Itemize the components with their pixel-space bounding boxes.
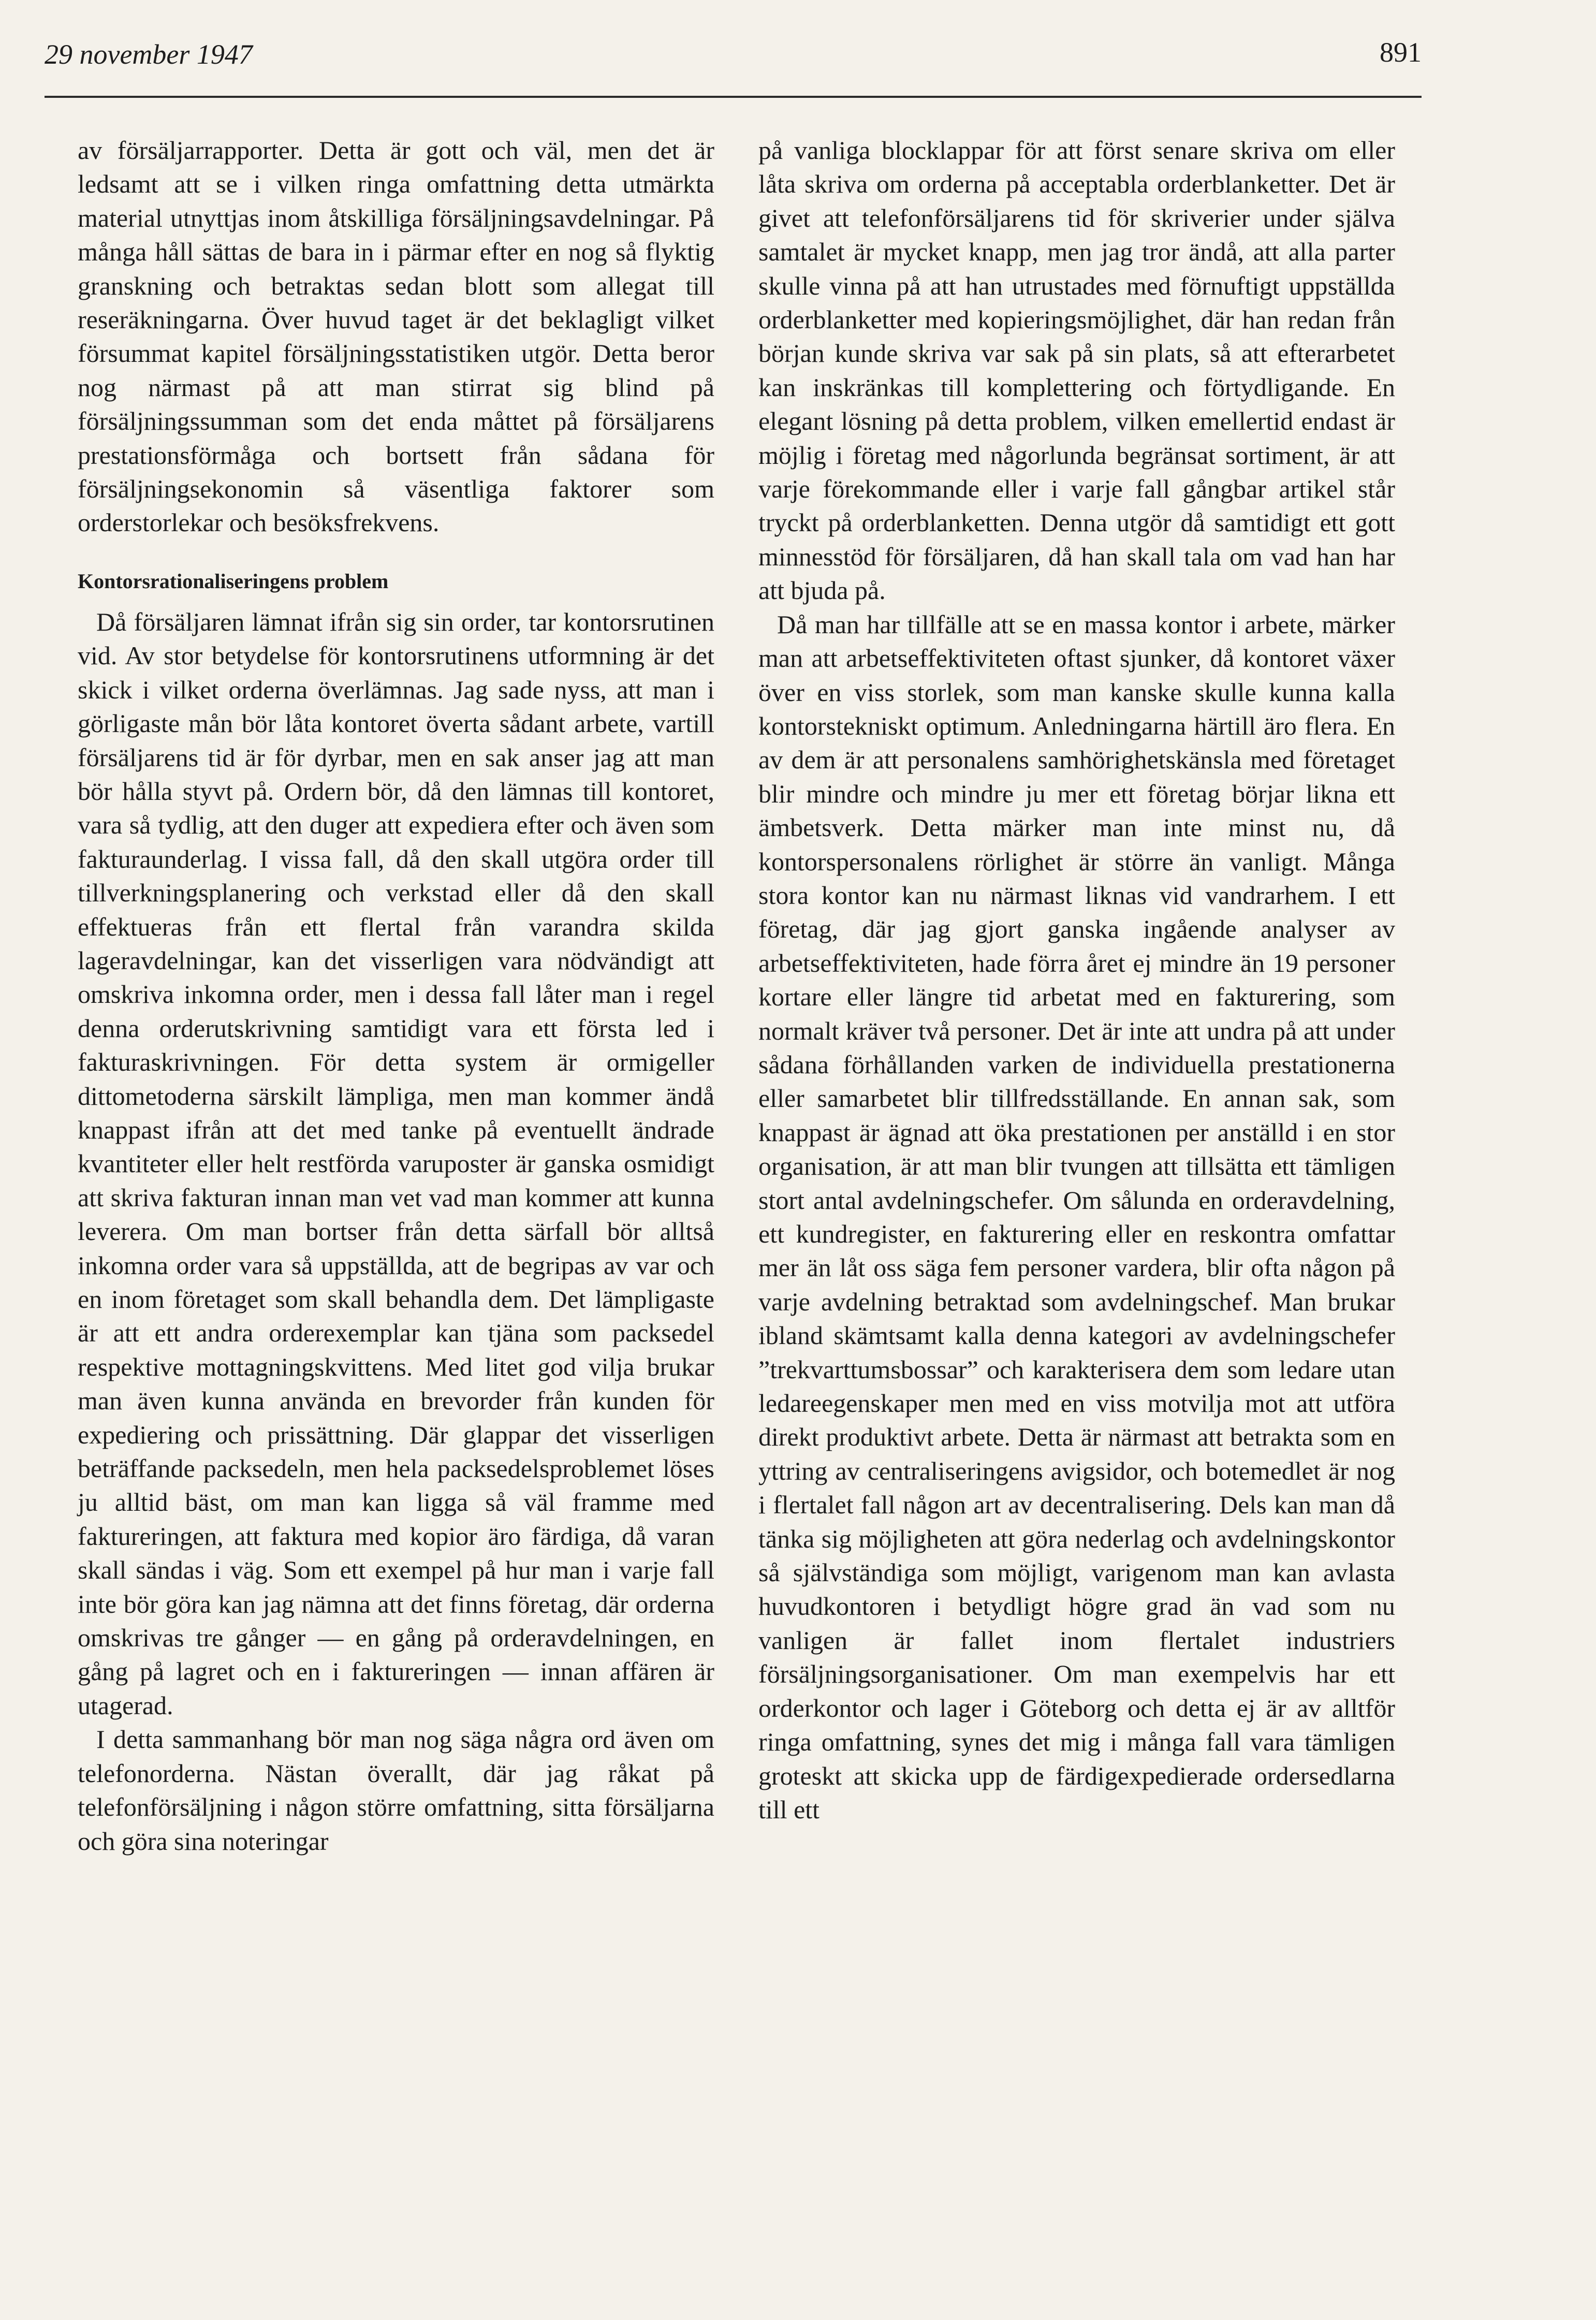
paragraph: Då försäljaren lämnat ifrån sig sin order, tar kontorsrutinen vid. Av stor betydelse för kontorsrutinens utformning är det skick i vilket orderna överlämnas. Jag sade nyss, att man i görligaste mån bör låta kontoret överta sådant arbete, vartill försäljarens tid är för dyrbar, men en sak anser jag att man bör hålla styvt på. Ordern bör, då den lämnas till kontoret, vara så tydlig, att den duger att expediera efter och även som fakturaunderlag. I vissa fall, då den skall utgöra order till tillverkningsplanering och verkstad eller då den skall effektueras från ett flertal från varandra skilda lageravdelningar, kan det visserligen vara nödvändigt att omskriva inkomna order, men i dessa fall låter man i regel denna orderutskrivning samtidigt vara ett första led i fakturaskrivningen. För detta system är ormigeller dittometoderna särskilt lämpliga, men man kommer ändå knappast ifrån att det med tanke på eventuellt ändrade kvantiteter eller helt restförda varuposter är ganska osmidigt att skriva fakturan innan man vet vad man kommer att kunna leverera. Om man bortser från detta särfall bör alltså inkomna order vara så uppställda, att de begripas av var och en inom företaget som skall behandla dem. Det lämpligaste är att ett andra orderexemplar kan tjäna som packsedel respektive mottagningskvittens. Med litet god vilja brukar man även kunna använda en brevorder från kunden för expediering och prissättning. Där glappar det visserligen beträffande packsedeln, men hela packsedelsproblemet löses ju alltid bäst, om man kan ligga så väl framme med faktureringen, att faktura med kopior äro färdiga, då varan skall sändas i väg. Som ett exempel på hur man i varje fall inte bör göra kan jag nämna att det finns företag, där orderna omskrivas tre gånger — en gång på orderavdelningen, en gång på lagret och en i faktureringen — innan affären är utagerad. bbox=[78, 607, 714, 1720]
page-number: 891 bbox=[1380, 37, 1422, 68]
paragraph: på vanliga blocklappar för att först senare skriva om eller låta skriva om orderna på acceptabla orderblanketter. Det är givet att telefonförsäljarens tid för skriverier under själva samtalet är mycket knapp, men jag tror ändå, att alla parter skulle vinna på att han utrustades med förnuftigt uppställda orderblanketter med kopieringsmöjlighet, där han redan från början kunde skriva var sak på sin plats, så att efterarbetet kan inskränkas till komplettering och förtydligande. En elegant lösning på detta problem, vilken emellertid endast är möjlig i företag med någorlunda begränsat sortiment, är att varje förekommande eller i varje fall gångbar artikel står tryckt på orderblanketten. Denna utgör då samtidigt ett gott minnesstöd för försäljaren, då han skall tala om vad han har att bjuda på. bbox=[758, 136, 1395, 605]
left-column bbox=[78, 134, 714, 1858]
page-header bbox=[45, 36, 1422, 98]
paragraph: av försäljarrapporter. Detta är gott och väl, men det är ledsamt att se i vilken ringa omfattning detta utmärkta material utnyttjas inom åtskilliga försäljningsavdelningar. På många håll sättas de bara in i pärmar efter en nog så flyktig granskning och betraktas sedan blott som allegat till reseräkningarna. Över huvud taget är det beklagligt vilket försummat kapitel försäljningsstatistiken utgör. Detta beror nog närmast på att man stirrat sig blind på försäljningssumman som det enda måttet på försäljarens prestationsförmåga och bortsett från sådana för försäljningsekonomin så väsentliga faktorer som orderstorlekar och besöksfrekvens. bbox=[78, 136, 714, 537]
section-heading: Kontorsrationaliseringens problem bbox=[78, 569, 389, 593]
paragraph: Då man har tillfälle att se en massa kontor i arbete, märker man att arbetseffektiviteten oftast sjunker, då kontoret växer över en viss storlek, som man kanske skulle kunna kalla kontorstekniskt optimum. Anledningarna härtill äro flera. En av dem är att personalens samhörighetskänsla med företaget blir mindre och mindre ju mer ett företag börjar likna ett ämbetsverk. Detta märker man inte minst nu, då kontorspersonalens rörlighet är större än vanligt. Många stora kontor kan nu närmast liknas vid vandrarhem. I ett företag, där jag gjort ganska ingående analyser av arbetseffektiviteten, hade förra året ej mindre än 19 personer kortare eller längre tid arbetat med en fakturering, som normalt kräver två personer. Det är inte att undra på att under sådana förhållanden varken de individuella prestationerna eller samarbetet blir tillfredsställande. En annan sak, som knappast är ägnad att öka prestationen per anställd i en stor organisation, är att man blir tvungen att tillsätta ett tämligen stort antal avdelningschefer. Om sålunda en orderavdelning, ett kundregister, en fakturering eller en reskontra omfattar mer än låt oss säga fem personer vardera, blir ofta någon på varje avdelning betraktad som avdelningschef. Man brukar ibland skämtsamt kalla denna kategori av avdelningschefer ”trekvarttumsbossar” och karakterisera dem som ledare utan ledareegenskaper men med en viss motvilja mot att utföra direkt produktivt arbete. Detta är närmast att betrakta som en yttring av centraliseringens avigsidor, och botemedlet är nog i flertalet fall någon art av decentralisering. Dels kan man då tänka sig möjligheten att göra nederlag och avdelningskontor så självständiga som möjligt, varigenom man kan avlasta huvudkontoren i betydligt högre grad än vad som nu vanligen är fallet inom flertalet industriers försäljningsorganisationer. Om man exempelvis har ett orderkontor och lager i Göteborg och detta ej är av alltför ringa omfattning, synes det mig i många fall vara tämligen groteskt att skicka upp de färdigexpedierade ordersedlarna till ett bbox=[758, 609, 1395, 1824]
paragraph: I detta sammanhang bör man nog säga några ord även om telefonorderna. Nästan överallt, där jag råkat på telefonförsäljning i någon större omfattning, sitta försäljarna och göra sina noteringar bbox=[78, 1725, 714, 1856]
right-column bbox=[758, 134, 1395, 1827]
issue-date: 29 november 1947 bbox=[45, 39, 253, 70]
